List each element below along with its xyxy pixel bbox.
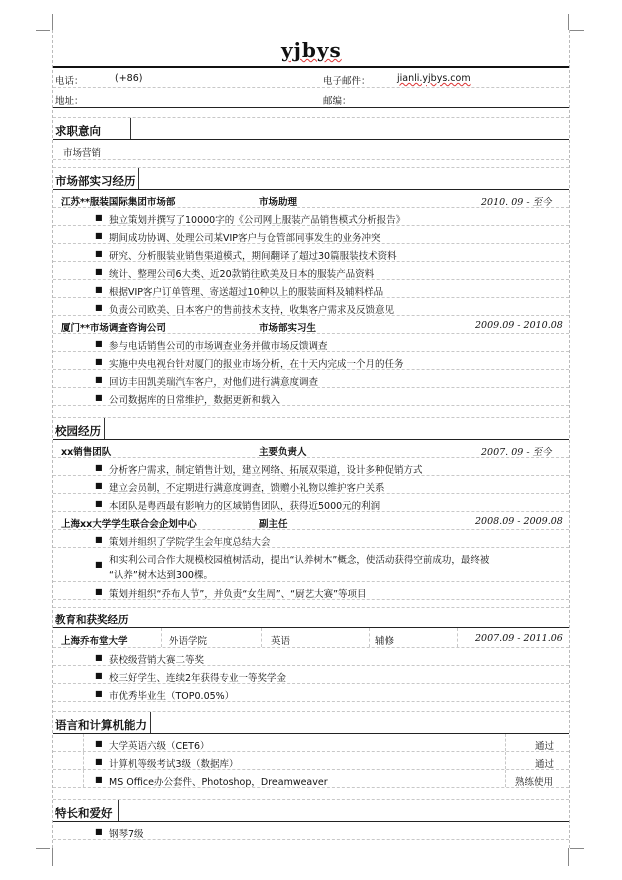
crop-mark [36,848,50,849]
contact-row-1 [53,68,569,88]
column-divider [457,628,458,647]
list-item-text: 策划并组织了学院学生会年度总结大会 [109,537,271,548]
objective-title: 求职意向 [55,124,101,138]
list-item-text: 参与电话销售公司的市场调查业务并做市场反馈调查 [109,341,328,352]
crop-mark [568,848,569,866]
list-item [53,370,569,388]
bullet-icon: ■ [95,739,103,748]
zip-label: 邮编： [323,96,352,107]
crop-mark [570,848,584,849]
job-company: 上海xx大学学生联合会企划中心 [61,519,197,530]
bullet-icon: ■ [95,213,103,222]
list-item-text: 校三好学生、连续2年获得专业一等奖学金 [109,673,287,684]
job-role: 市场部实习生 [259,323,317,334]
crop-mark [36,30,50,31]
column-divider [369,628,370,647]
job-row [53,512,569,530]
list-item-text: 市优秀毕业生（TOP0.05%） [109,691,235,702]
bullet-icon: ■ [95,775,103,784]
job-company: xx销售团队 [61,447,112,458]
list-item-text: 独立策划并撰写了10000字的《公司网上服装产品销售模式分析报告》 [109,215,406,226]
bullet-icon: ■ [95,535,103,544]
hobbies-title: 特长和爱好 [55,806,113,820]
job-period: 2007. 09 - 至今 [481,447,552,458]
skill-label: 大学英语六级（CET6） [109,741,210,752]
skills-header [53,712,569,734]
column-divider [505,752,506,769]
job-period: 2008.09 - 2009.08 [475,516,563,527]
column-divider [161,628,162,647]
bullet-icon: ■ [95,671,103,680]
column-divider [83,752,84,769]
list-item-text: 期间成功协调、处理公司某VIP客户与仓管部同事发生的业务冲突 [109,233,381,244]
name-header [53,30,569,68]
list-item [53,648,569,666]
objective-header [53,118,569,140]
spacer [53,702,569,712]
bullet-icon: ■ [95,285,103,294]
skill-row [53,734,569,752]
bullet-icon: ■ [95,653,103,662]
objective-row [53,140,569,160]
list-item [53,280,569,298]
list-item-text: 本团队是粤西最有影响力的区域销售团队，获得近5000元的利润 [109,501,381,512]
bullet-icon: ■ [95,499,103,508]
bullet-icon: ■ [95,339,103,348]
list-item-text: 分析客户需求，制定销售计划，建立网络、拓展双渠道，设计多种促销方式 [109,465,423,476]
list-item [53,262,569,280]
job-row [53,440,569,458]
bullet-icon: ■ [95,560,103,569]
hobbies-header [53,800,569,822]
list-item-text: 统计、整理公司6大类、近20款销往欧美及日本的服装产品资料 [109,269,375,280]
list-item [53,352,569,370]
list-item-text: 研究、分析服装业销售渠道模式，期间翻译了超过30篇服装技术资料 [109,251,397,262]
skill-level: 通过 [535,741,555,752]
list-item-text: 公司数据库的日常维护，数据更新和载入 [109,395,281,406]
list-item [53,684,569,702]
internship-title: 市场部实习经历 [55,174,136,188]
skill-row [53,770,569,788]
skill-level: 熟练使用 [515,777,554,788]
education-period: 2007.09 - 2011.06 [475,633,563,644]
campus-title: 校园经历 [55,424,101,438]
bullet-icon: ■ [95,827,103,836]
bullet-icon: ■ [95,231,103,240]
job-company: 江苏**服装国际集团市场部 [61,197,176,208]
list-item [53,548,569,582]
bullet-icon: ■ [95,303,103,312]
list-item-text: 获校级营销大赛二等奖 [109,655,205,666]
job-company: 厦门**市场调查咨询公司 [61,323,166,334]
list-item-text: 回访丰田凯美瑞汽车客户，对他们进行满意度调查 [109,377,319,388]
crop-mark [570,30,584,31]
list-item-text: 建立会员制，不定期进行满意度调查，馈赠小礼物以维护客户关系 [109,483,385,494]
list-item-text: 实施中央电视台针对厦门的报业市场分析，在十天内完成一个月的任务 [109,359,404,370]
list-item-text: 负责公司欧美、日本客户的售前技术支持，收集客户需求及反馈意见 [109,305,395,316]
list-item [53,582,569,600]
skill-row [53,752,569,770]
email-label: 电子邮件： [323,76,371,87]
bullet-icon: ■ [95,393,103,402]
list-item [53,458,569,476]
education-row [53,628,569,648]
job-role: 副主任 [259,519,288,530]
job-row [53,190,569,208]
list-item [53,226,569,244]
column-divider [505,770,506,787]
education-title: 教育和获奖经历 [55,614,129,626]
job-role: 市场助理 [259,197,298,208]
crop-mark [52,14,53,30]
resume-name: yjbys [281,38,342,62]
phone-label: 电话： [55,76,84,87]
bullet-icon: ■ [95,357,103,366]
campus-header [53,418,569,440]
column-divider [261,628,262,647]
internship-header [53,168,569,190]
bullet-icon: ■ [95,757,103,766]
contact-row-2 [53,88,569,108]
skill-level: 通过 [535,759,555,770]
email-value: jianli.yjbys.com [397,73,471,84]
spacer [53,788,569,800]
job-period: 2009.09 - 2010.08 [475,320,563,331]
school-name: 上海乔布堂大学 [61,636,128,647]
list-item-text: 钢琴7级 [109,829,144,840]
job-period: 2010. 09 - 至今 [481,197,552,208]
column-divider [83,734,84,751]
bullet-icon: ■ [95,267,103,276]
list-item [53,298,569,316]
address-label: 地址： [55,96,84,107]
education-header [53,608,569,628]
skill-label: 计算机等级考试3级（数据库） [109,759,239,770]
list-item [53,334,569,352]
column-divider [83,770,84,787]
job-row [53,316,569,334]
list-item [53,476,569,494]
skill-label: MS Office办公套件、Photoshop，Dreamweaver [109,777,328,788]
spacer [53,406,569,418]
list-item-text: 策划并组织“乔布人节”，并负责“女生周”、“厨艺大赛”等项目 [109,589,367,600]
list-item [53,494,569,512]
list-item [53,822,569,840]
objective-value: 市场营销 [63,148,102,159]
list-item [53,244,569,262]
list-item-text: 根据VIP客户订单管理、寄送超过10种以上的服装面料及辅料样品 [109,287,384,298]
bullet-icon: ■ [95,587,103,596]
bullet-icon: ■ [95,463,103,472]
bullet-icon: ■ [95,375,103,384]
job-role: 主要负责人 [259,447,307,458]
major-name: 英语 [271,636,291,647]
list-item [53,388,569,406]
skills-title: 语言和计算机能力 [55,718,147,732]
list-item [53,666,569,684]
spacer [53,108,569,118]
list-item [53,530,569,548]
bullet-icon: ■ [95,689,103,698]
list-item-text: 和实利公司合作大规模校园植树活动，提出“认养树木”概念，使活动获得空前成功，最终被 [109,555,490,566]
bullet-icon: ■ [95,481,103,490]
bullet-icon: ■ [95,249,103,258]
list-item-text: “认养”树木达到300棵。 [109,570,213,581]
college-name: 外语学院 [169,636,208,647]
phone-value: (+86) [115,73,143,84]
crop-mark [52,848,53,866]
resume-sheet [52,30,570,848]
crop-mark [568,14,569,30]
spacer [53,160,569,168]
list-item [53,208,569,226]
column-divider [505,734,506,751]
spacer [53,600,569,608]
degree-name: 辅修 [375,636,395,647]
